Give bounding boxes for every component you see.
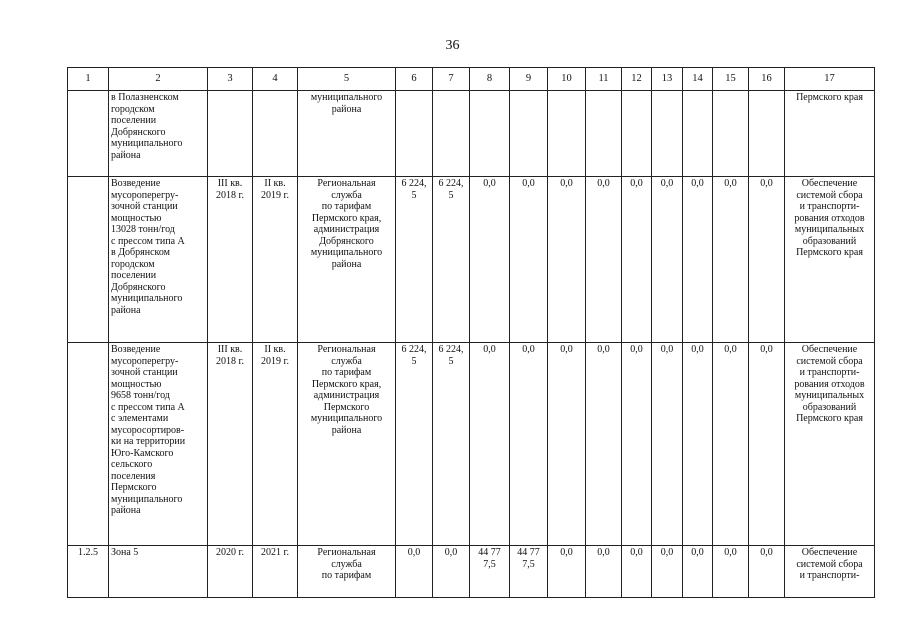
column-header: 2 xyxy=(109,68,208,91)
value-cell xyxy=(683,91,713,177)
value-cell: 0,0 xyxy=(713,546,749,598)
value-cell: 0,0 xyxy=(510,343,548,546)
executor-cell: Региональная служба по тарифам Пермского края, администрация Добрянского муниципального района xyxy=(298,177,396,343)
start-period-cell: III кв. 2018 г. xyxy=(208,343,253,546)
page-number: 36 xyxy=(445,38,460,53)
value-cell: 0,0 xyxy=(433,546,470,598)
value-cell: 0,0 xyxy=(586,177,622,343)
value-cell: 0,0 xyxy=(652,177,683,343)
value-cell: 0,0 xyxy=(713,343,749,546)
value-cell: 0,0 xyxy=(652,546,683,598)
value-cell: 6 224, 5 xyxy=(396,343,433,546)
value-cell: 0,0 xyxy=(470,177,510,343)
value-cell: 0,0 xyxy=(683,546,713,598)
value-cell: 0,0 xyxy=(652,343,683,546)
executor-cell: муниципального района xyxy=(298,91,396,177)
column-header: 3 xyxy=(208,68,253,91)
column-header: 6 xyxy=(396,68,433,91)
start-period-cell: 2020 г. xyxy=(208,546,253,598)
header-row xyxy=(68,68,875,91)
value-cell xyxy=(622,91,652,177)
executor-cell: Региональная служба по тарифам xyxy=(298,546,396,598)
row-number-cell xyxy=(68,177,109,343)
value-cell xyxy=(470,91,510,177)
column-header: 17 xyxy=(785,68,875,91)
end-period-cell xyxy=(253,91,298,177)
value-cell: 6 224, 5 xyxy=(433,343,470,546)
value-cell: 6 224, 5 xyxy=(433,177,470,343)
end-period-cell: II кв. 2019 г. xyxy=(253,343,298,546)
value-cell: 0,0 xyxy=(586,343,622,546)
value-cell: 0,0 xyxy=(749,546,785,598)
value-cell xyxy=(652,91,683,177)
value-cell xyxy=(586,91,622,177)
column-header: 7 xyxy=(433,68,470,91)
value-cell: 0,0 xyxy=(683,343,713,546)
value-cell xyxy=(548,91,586,177)
value-cell: 0,0 xyxy=(548,343,586,546)
value-cell xyxy=(396,91,433,177)
value-cell xyxy=(510,91,548,177)
end-period-cell: 2021 г. xyxy=(253,546,298,598)
table-row xyxy=(68,546,875,598)
value-cell: 0,0 xyxy=(622,343,652,546)
column-header: 8 xyxy=(470,68,510,91)
table-row xyxy=(68,177,875,343)
column-header: 13 xyxy=(652,68,683,91)
value-cell: 0,0 xyxy=(470,343,510,546)
row-number-cell: 1.2.5 xyxy=(68,546,109,598)
row-number-cell xyxy=(68,91,109,177)
column-header: 14 xyxy=(683,68,713,91)
column-header: 4 xyxy=(253,68,298,91)
value-cell: 44 77 7,5 xyxy=(510,546,548,598)
value-cell: 0,0 xyxy=(510,177,548,343)
start-period-cell: III кв. 2018 г. xyxy=(208,177,253,343)
value-cell: 0,0 xyxy=(622,546,652,598)
result-cell: Обеспечение системой сбора и транспорти- xyxy=(785,546,875,598)
result-cell: Обеспечение системой сбора и транспорти- рования отходов муниципальных образований Пермского края xyxy=(785,343,875,546)
column-header: 12 xyxy=(622,68,652,91)
value-cell: 0,0 xyxy=(586,546,622,598)
value-cell: 0,0 xyxy=(683,177,713,343)
result-cell: Пермского края xyxy=(785,91,875,177)
value-cell xyxy=(433,91,470,177)
value-cell xyxy=(749,91,785,177)
column-header: 1 xyxy=(68,68,109,91)
activity-cell: Зона 5 xyxy=(109,546,208,598)
value-cell: 44 77 7,5 xyxy=(470,546,510,598)
column-header: 9 xyxy=(510,68,548,91)
value-cell: 6 224, 5 xyxy=(396,177,433,343)
row-number-cell xyxy=(68,343,109,546)
value-cell: 0,0 xyxy=(622,177,652,343)
column-header: 11 xyxy=(586,68,622,91)
end-period-cell: II кв. 2019 г. xyxy=(253,177,298,343)
table-row xyxy=(68,91,875,177)
value-cell: 0,0 xyxy=(548,177,586,343)
column-header: 5 xyxy=(298,68,396,91)
executor-cell: Региональная служба по тарифам Пермского края, администрация Пермского муниципального района xyxy=(298,343,396,546)
activity-cell: Возведение мусороперегру- зочной станции мощностью 13028 тонн/год с прессом типа А в Добрянском городском поселении Добрянского муниципального района xyxy=(109,177,208,343)
plan-table xyxy=(67,67,875,598)
column-header: 16 xyxy=(749,68,785,91)
value-cell xyxy=(713,91,749,177)
column-header: 10 xyxy=(548,68,586,91)
value-cell: 0,0 xyxy=(749,177,785,343)
start-period-cell xyxy=(208,91,253,177)
column-header: 15 xyxy=(713,68,749,91)
value-cell: 0,0 xyxy=(396,546,433,598)
value-cell: 0,0 xyxy=(548,546,586,598)
value-cell: 0,0 xyxy=(713,177,749,343)
activity-cell: Возведение мусороперегру- зочной станции мощностью 9658 тонн/год с прессом типа А с элементами мусоросортиров- ки на территории Юго-Камского сельского поселения Пермского муниципального района xyxy=(109,343,208,546)
table-row xyxy=(68,343,875,546)
value-cell: 0,0 xyxy=(749,343,785,546)
result-cell: Обеспечение системой сбора и транспорти- рования отходов муниципальных образований Пермского края xyxy=(785,177,875,343)
activity-cell: в Полазненском городском поселении Добрянского муниципального района xyxy=(109,91,208,177)
